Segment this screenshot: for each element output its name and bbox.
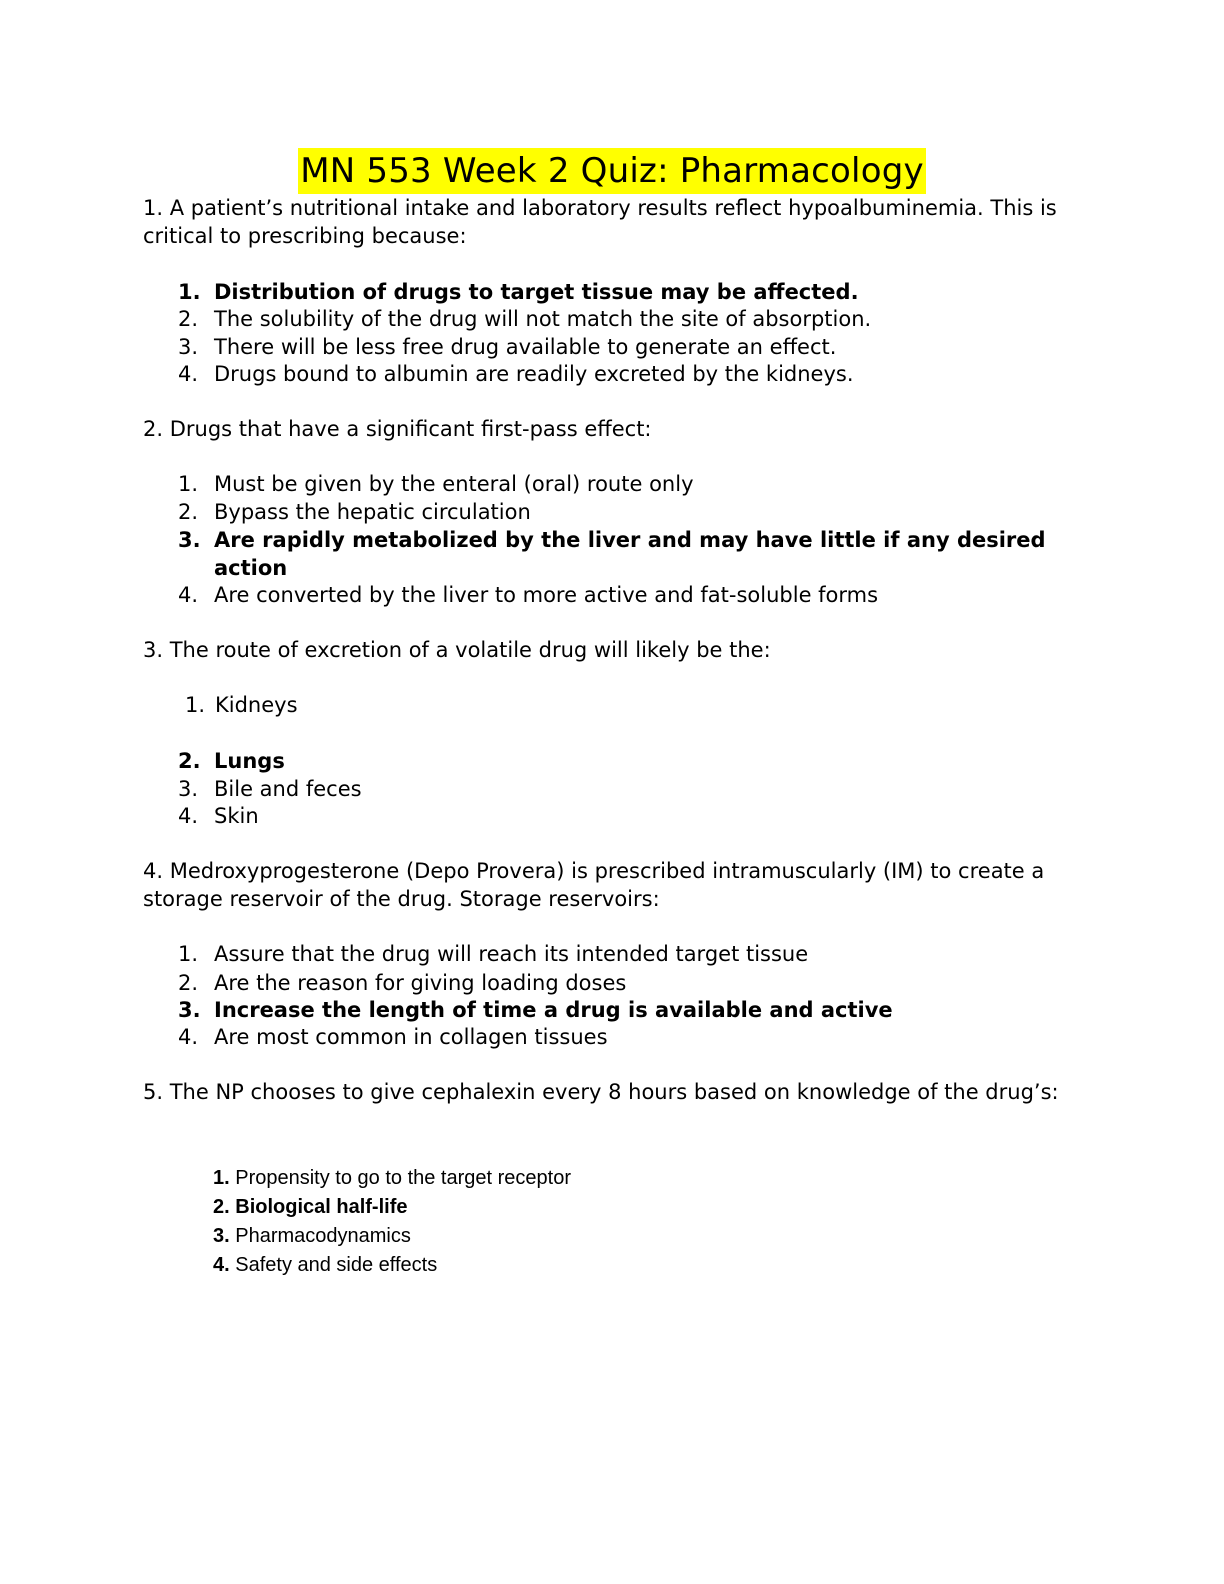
option-text: Bile and feces <box>214 777 362 801</box>
question-text: The NP chooses to give cephalexin every 8 hours based on knowledge of the drug’s: <box>169 1080 1059 1104</box>
option-text: Safety and side effects <box>235 1254 438 1276</box>
q1-option-4 <box>178 360 1078 388</box>
question-1 <box>143 194 1073 250</box>
option-number: 4. <box>213 1254 230 1276</box>
q4-option-1 <box>178 940 1078 968</box>
option-number: 1. <box>178 942 199 966</box>
option-number: 2. <box>178 307 199 331</box>
question-number: 3. <box>143 638 164 662</box>
option-text: Lungs <box>214 749 285 773</box>
q3-option-4 <box>178 802 1078 830</box>
question-2 <box>143 415 1073 443</box>
option-text: Pharmacodynamics <box>235 1225 411 1247</box>
question-number: 5. <box>143 1080 164 1104</box>
question-3 <box>143 636 1073 664</box>
question-text: A patient’s nutritional intake and laboratory results reflect hypoalbuminemia. This is critical to prescribing because: <box>143 196 1057 248</box>
q1-option-2 <box>178 305 1078 333</box>
option-number: 3. <box>178 528 201 552</box>
option-text: Are rapidly metabolized by the liver and may have little if any desired action <box>214 528 1046 580</box>
option-number: 1. <box>178 472 199 496</box>
option-text: Assure that the drug will reach its intended target tissue <box>214 942 809 966</box>
q3-option-1 <box>185 691 1085 719</box>
question-4 <box>143 857 1073 913</box>
option-number: 4. <box>178 804 199 828</box>
q4-option-2 <box>178 969 1078 997</box>
option-text: Are the reason for giving loading doses <box>214 971 627 995</box>
question-5 <box>143 1078 1073 1106</box>
option-number: 2. <box>178 749 201 773</box>
q2-option-2 <box>178 498 1078 526</box>
q3-option-2 <box>178 747 1078 775</box>
option-text: Propensity to go to the target receptor <box>235 1167 572 1189</box>
question-text: Drugs that have a significant first-pass effect: <box>169 417 652 441</box>
q2-option-3 <box>178 526 1078 582</box>
q1-option-3 <box>178 333 1078 361</box>
question-text: The route of excretion of a volatile drug will likely be the: <box>169 638 771 662</box>
option-number: 2. <box>178 500 199 524</box>
option-number: 1. <box>178 280 201 304</box>
q5-option-1 <box>213 1164 813 1192</box>
title-container <box>0 148 1224 194</box>
option-text: Kidneys <box>215 693 298 717</box>
option-number: 2. <box>213 1196 230 1218</box>
q2-option-1 <box>178 470 1078 498</box>
q4-option-4 <box>178 1023 1078 1051</box>
question-text: Medroxyprogesterone (Depo Provera) is prescribed intramuscularly (IM) to create a storage reservoir of the drug. Storage reservoirs: <box>143 859 1045 911</box>
option-number: 3. <box>213 1225 230 1247</box>
option-number: 3. <box>178 335 199 359</box>
option-text: Bypass the hepatic circulation <box>214 500 531 524</box>
question-number: 2. <box>143 417 164 441</box>
option-text: Biological half-life <box>235 1196 408 1218</box>
q5-option-2 <box>213 1193 813 1221</box>
option-text: Are converted by the liver to more active and fat-soluble forms <box>214 583 879 607</box>
option-number: 2. <box>178 971 199 995</box>
q3-option-3 <box>178 775 1078 803</box>
option-text: Distribution of drugs to target tissue may be affected. <box>214 280 859 304</box>
option-number: 4. <box>178 583 199 607</box>
option-text: Drugs bound to albumin are readily excreted by the kidneys. <box>214 362 854 386</box>
question-number: 4. <box>143 859 164 883</box>
option-number: 4. <box>178 1025 199 1049</box>
option-text: There will be less free drug available to generate an effect. <box>214 335 837 359</box>
option-text: Must be given by the enteral (oral) route only <box>214 472 694 496</box>
option-text: Are most common in collagen tissues <box>214 1025 608 1049</box>
q2-option-4 <box>178 581 1078 609</box>
q5-option-4 <box>213 1251 813 1279</box>
q5-option-3 <box>213 1222 813 1250</box>
option-text: The solubility of the drug will not match the site of absorption. <box>214 307 872 331</box>
q4-option-3 <box>178 996 1078 1024</box>
option-number: 1. <box>185 693 206 717</box>
option-number: 3. <box>178 998 201 1022</box>
page-title: MN 553 Week 2 Quiz: Pharmacology <box>298 148 926 194</box>
option-text: Skin <box>214 804 259 828</box>
option-number: 3. <box>178 777 199 801</box>
q1-option-1 <box>178 278 1078 306</box>
option-number: 1. <box>213 1167 230 1189</box>
option-text: Increase the length of time a drug is available and active <box>214 998 893 1022</box>
option-number: 4. <box>178 362 199 386</box>
question-number: 1. <box>143 196 164 220</box>
